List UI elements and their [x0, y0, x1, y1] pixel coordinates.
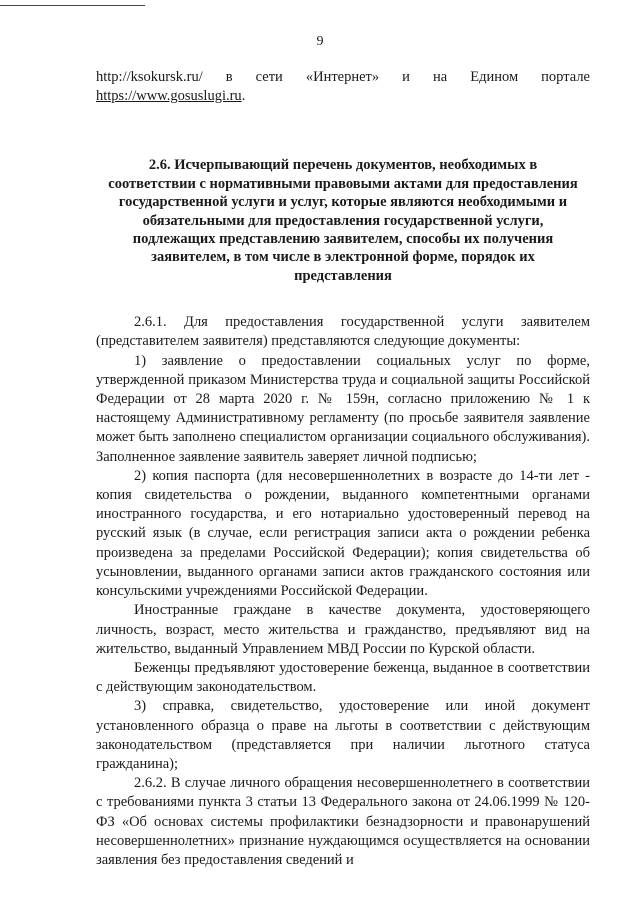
heading-line: заявителем, в том числе в электронной форме, порядок их [151, 249, 535, 266]
paragraph-refugees: Беженцы предъявляют удостоверение беженца, выданное в соответствии с действующим законодательством. [96, 659, 590, 696]
heading-line: 2.6. Исчерпывающий перечень документов, необходимых в [148, 157, 538, 174]
heading-line: обязательными для предоставления государственной услуги, [142, 212, 544, 229]
heading-line: государственной услуги и услуг, которые являются необходимыми и [118, 194, 568, 211]
paragraph-item-1: 1) заявление о предоставлении социальных услуг по форме, утвержденной приказом Министерства труда и социальной защиты Российской Федерации от 28 марта 2020 г. № 159н, согласно приложению № 1 к настоящему Административному регламенту (по просьбе заявителя заявление может быть заполнено специалистом организации социального обслуживания). Заполненное заявление заявитель заверяет личной подписью; [96, 352, 590, 465]
top-rule [0, 5, 145, 6]
paragraph-item-2: 2) копия паспорта (для несовершеннолетних в возрасте до 14-ти лет - копия свидетельства о рождении, выданного компетентными органами иностранного государства, и его нотариально удостоверенный перевод на русский язык (в случае, если регистрация записи акта о рождении ребенка произведена за пределами Российской Федерации); копия свидетельства об усыновлении, выданного органами записи актов гражданского состояния или консульскими учреждениями Российской Федерации. [96, 467, 590, 600]
gosuslugi-link[interactable]: https://www.gosuslugi.ru [96, 88, 242, 105]
page-number: 9 [316, 34, 324, 49]
heading-line: подлежащих представлению заявителем, способы их получения [132, 231, 554, 248]
intro-link-line [96, 87, 590, 106]
heading-line: представления [294, 267, 392, 284]
paragraph-foreign-citizens: Иностранные граждане в качестве документа, удостоверяющего личность, возраст, место жительства и гражданство, предъявляют вид на жительство, выданный Управлением МВД России по Курской области. [96, 602, 590, 657]
document-body [96, 68, 590, 870]
intro-line: http://ksokursk.ru/ в сети «Интернет» и на Едином портале [96, 69, 590, 85]
heading-line: соответствии с нормативными правовыми актами для предоставления [108, 175, 578, 192]
paragraph-2-6-2: 2.6.2. В случае личного обращения несовершеннолетнего в соответствии с требованиями пункта 3 статьи 13 Федерального закона от 24.06.1999 № 120-ФЗ «Об основах системы профилактики безнадзорности и правонарушений несовершеннолетних» признание нуждающимся осуществляется на основании заявления без предоставления сведений и [96, 775, 590, 868]
paragraph-item-3: 3) справка, свидетельство, удостоверение или иной документ установленного образца о праве на льготы в соответствии с действующим законодательством (представляется при наличии льготного статуса гражданина); [96, 698, 590, 772]
section-heading [96, 156, 590, 285]
paragraph-2-6-1: 2.6.1. Для предоставления государственной услуги заявителем (представителем заявителя) представляются следующие документы: [96, 314, 590, 350]
intro-link-suffix: . [241, 88, 246, 105]
